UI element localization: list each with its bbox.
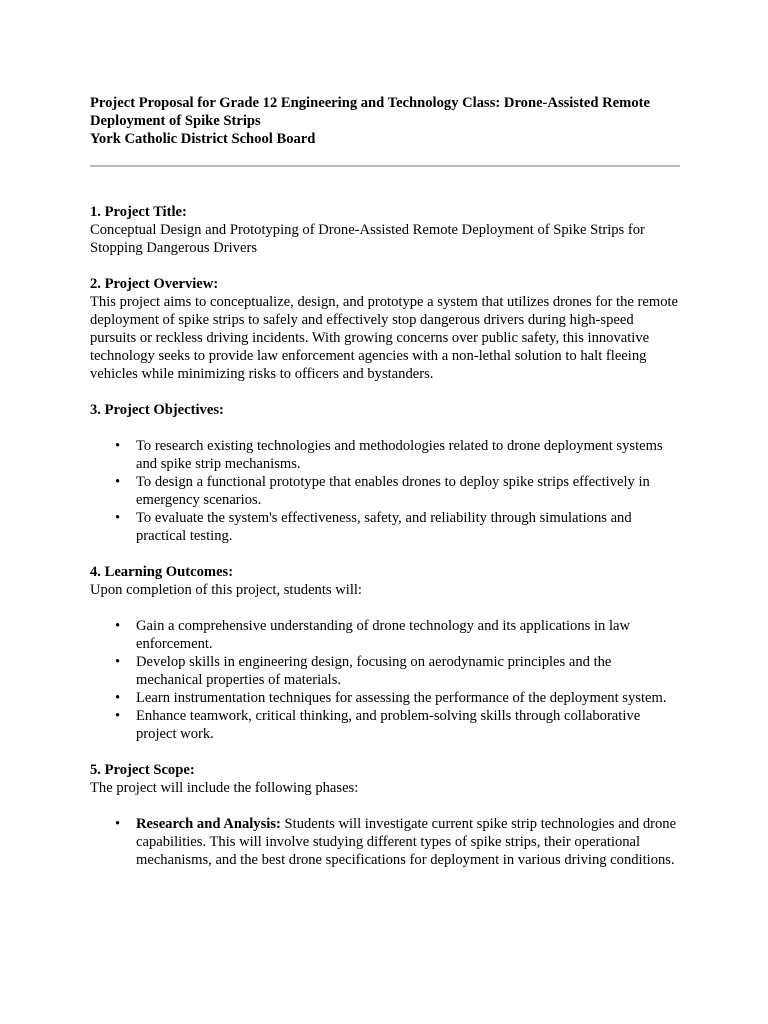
list-item-text: Students will investigate current spike strip technologies and drone capabilities. This will involve studying different types of spike strips, their operational mechanisms, and the best drone specifications for deployment in various driving conditions.: [136, 816, 677, 868]
section-text: Conceptual Design and Prototyping of Drone-Assisted Remote Deployment of Spike Strips for Stopping Dangerous Drivers: [90, 222, 645, 256]
section-heading: 5. Project Scope:: [90, 762, 195, 778]
outcomes-list: [90, 617, 680, 743]
section-heading: 1. Project Title:: [90, 204, 187, 220]
list-item: [136, 815, 680, 869]
document-organization: York Catholic District School Board: [90, 131, 316, 147]
header-divider: [90, 165, 680, 167]
list-item-lead: Research and Analysis:: [136, 816, 281, 832]
section-project-title: [90, 203, 680, 257]
scope-list: [90, 815, 680, 869]
document-content: [90, 94, 680, 869]
list-item: • To research existing technologies and methodologies related to drone deployment systems and spike strip mechanisms.: [136, 437, 680, 473]
section-intro: The project will include the following phases:: [90, 780, 359, 796]
section-project-scope: [90, 761, 680, 869]
section-heading: 3. Project Objectives:: [90, 402, 224, 418]
section-learning-outcomes: [90, 563, 680, 743]
objectives-list: [90, 437, 680, 545]
list-item: • To evaluate the system's effectiveness, safety, and reliability through simulations and practical testing.: [136, 509, 680, 545]
list-item: • Learn instrumentation techniques for assessing the performance of the deployment system.: [136, 689, 680, 707]
section-heading: 2. Project Overview:: [90, 276, 219, 292]
section-text: This project aims to conceptualize, design, and prototype a system that utilizes drones for the remote deployment of spike strips to safely and effectively stop dangerous drivers during high-speed pursuits or reckless driving incidents. With growing concerns over public safety, this innovative technology seeks to provide law enforcement agencies with a non-lethal solution to halt fleeing vehicles while minimizing risks to officers and bystanders.: [90, 294, 679, 382]
list-item: • Enhance teamwork, critical thinking, and problem-solving skills through collaborative project work.: [136, 707, 680, 743]
section-project-overview: [90, 275, 680, 383]
document-header: [90, 94, 680, 148]
section-heading: 4. Learning Outcomes:: [90, 564, 234, 580]
section-intro: Upon completion of this project, students will:: [90, 582, 362, 598]
list-item: • To design a functional prototype that enables drones to deploy spike strips effectively in emergency scenarios.: [136, 473, 680, 509]
list-item: • Develop skills in engineering design, focusing on aerodynamic principles and the mechanical properties of materials.: [136, 653, 680, 689]
document-title: Project Proposal for Grade 12 Engineering and Technology Class: Drone-Assisted Remote Deployment of Spike Strips: [90, 95, 650, 129]
section-project-objectives: [90, 401, 680, 545]
list-item: • Gain a comprehensive understanding of drone technology and its applications in law enforcement.: [136, 617, 680, 653]
